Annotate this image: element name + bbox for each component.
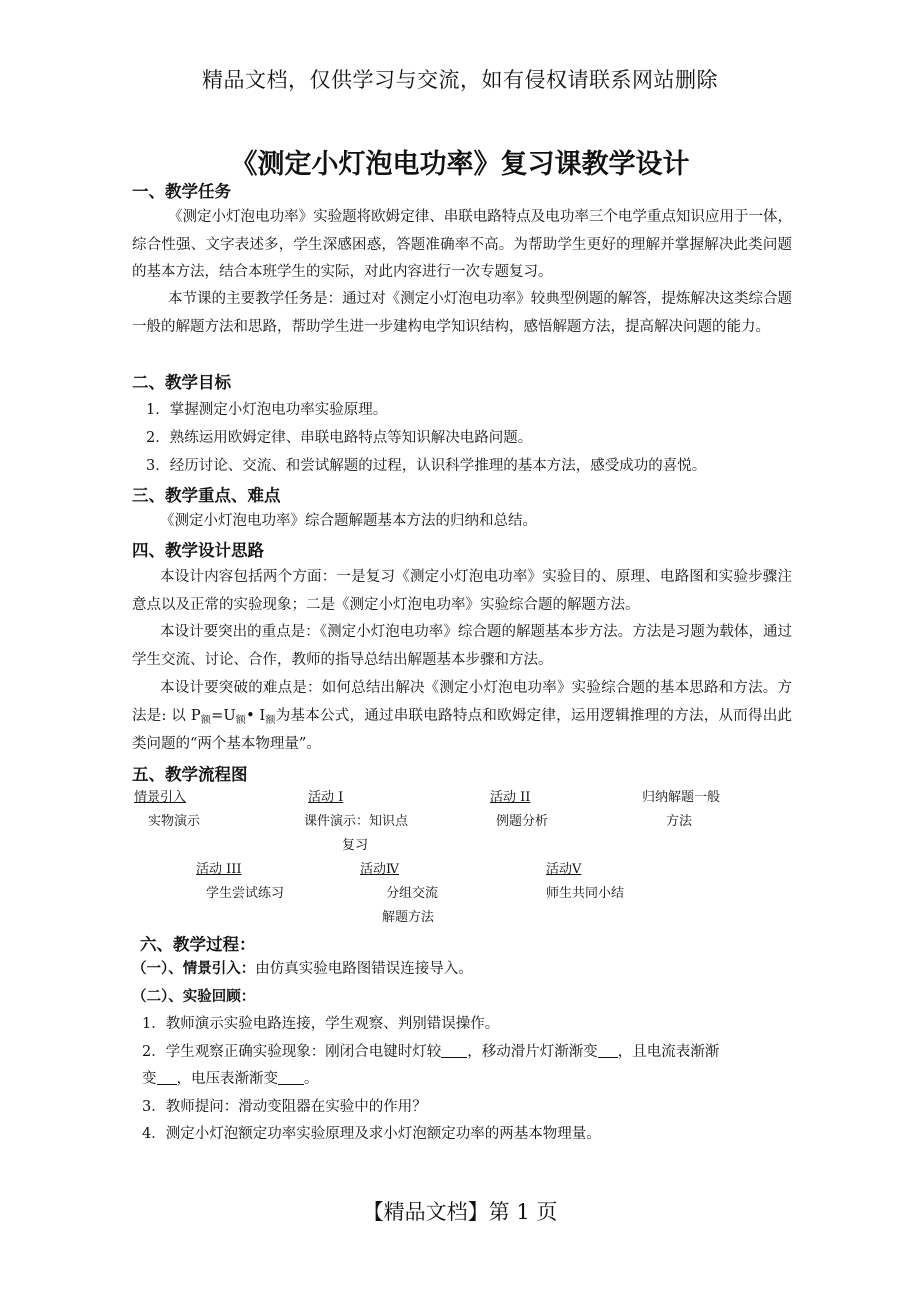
process-review-label: （二）、实验回顾： bbox=[132, 988, 256, 1005]
section-heading-goals: 二、教学目标 bbox=[132, 373, 231, 392]
page-title: 《测定小灯泡电功率》复习课教学设计 bbox=[230, 149, 690, 180]
goal-item-2: 2．熟练运用欧姆定律、串联电路特点等知识解决电路问题。 bbox=[146, 430, 533, 446]
flow-node-activity-5-desc: 师生共同小结 bbox=[546, 886, 625, 901]
review-item-1: 1．教师演示实验电路连接，学生观察、判别错误操作。 bbox=[142, 1016, 500, 1032]
design-paragraph-3: 本设计要突破的难点是：如何总结出解决《测定小灯泡电功率》实验综合题的基本思路和方法。方法是: 以 $P_额=U_额•$ $I_额$为基本公式，通过串联电路特点和欧姆定律，运用逻辑推理的方法，从而得出此类问题的“两个基本物理量”。 bbox=[132, 680, 792, 752]
key-points-text: 《测定小灯泡电功率》综合题解题基本方法的归纳和总结。 bbox=[160, 513, 537, 529]
flow-node-activity-1-desc: 课件演示：知识点 bbox=[304, 814, 409, 829]
review-item-3: 3．教师提问：滑动变阻器在实验中的作用？ bbox=[142, 1099, 427, 1115]
flow-node-activity-2-desc: 例题分析 bbox=[496, 814, 549, 829]
flow-node-intro-desc: 实物演示 bbox=[148, 814, 201, 829]
task-paragraph-2: 本节课的主要教学任务是：通过对《测定小灯泡电功率》较典型例题的解答，提炼解决这类综合题一般的解题方法和思路，帮助学生进一步建构电学知识结构，感悟解题方法，提高解决问题的能力。 bbox=[132, 291, 792, 335]
review-item-4: 4．测定小灯泡额定功率实验原理及求小灯泡额定功率的两基本物理量。 bbox=[142, 1126, 601, 1142]
flow-node-summary-desc: 方法 bbox=[666, 814, 693, 829]
flow-node-activity-4-desc: 分组交流 bbox=[386, 886, 439, 901]
flow-node-activity-3-desc: 学生尝试练习 bbox=[206, 886, 285, 901]
section-heading-key-points: 三、教学重点、难点 bbox=[132, 486, 281, 505]
section-heading-design: 四、教学设计思路 bbox=[132, 541, 264, 560]
design-paragraph-2: 本设计要突出的重点是：《测定小灯泡电功率》综合题的解题基本步方法。方法是习题为载体，通过学生交流、讨论、合作，教师的指导总结出解题基本步骤和方法。 bbox=[132, 624, 792, 668]
section-heading-process: 六、教学过程： bbox=[140, 935, 256, 954]
goal-item-3: 3．经历讨论、交流、和尝试解题的过程，认识科学推理的基本方法，感受成功的喜悦。 bbox=[146, 458, 707, 474]
flow-node-activity-2-title: 活动 II bbox=[490, 790, 531, 805]
watermark-header: 精品文档，仅供学习与交流，如有侵权请联系网站删除 bbox=[202, 68, 718, 92]
goal-item-1: 1．掌握测定小灯泡电功率实验原理。 bbox=[146, 402, 388, 418]
flow-node-activity-1-desc-2: 复习 bbox=[342, 838, 369, 853]
section-heading-flowchart: 五、教学流程图 bbox=[132, 765, 248, 784]
review-item-2: 2．学生观察正确实验现象：刚闭合电键时灯较 ，移动滑片灯渐渐变 ，且电流表渐渐 bbox=[142, 1044, 720, 1060]
section-heading-task: 一、教学任务 bbox=[132, 182, 231, 201]
process-intro-line: （一）、情景引入：由仿真实验电路图错误连接导入。 bbox=[132, 960, 473, 977]
flow-node-activity-1-title: 活动 I bbox=[308, 790, 344, 805]
flow-node-intro-title: 情景引入 bbox=[134, 790, 187, 805]
flow-node-activity-4-title: 活动Ⅳ bbox=[360, 862, 399, 877]
flow-node-activity-3-title: 活动 III bbox=[196, 862, 242, 877]
review-item-2-cont: 变 ，电压表渐渐变 。 bbox=[142, 1071, 319, 1087]
flow-node-activity-4-desc-2: 解题方法 bbox=[382, 910, 435, 925]
flow-node-activity-5-title: 活动Ⅴ bbox=[546, 862, 582, 877]
task-paragraph-1: 《测定小灯泡电功率》实验题将欧姆定律、串联电路特点及电功率三个电学重点知识应用于一体，综合性强、文字表述多，学生深感困惑，答题准确率不高。为帮助学生更好的理解并掌握解决此类问题的基本方法，结合本班学生的实际，对此内容进行一次专题复习。 bbox=[132, 209, 792, 280]
flow-node-summary-title: 归纳解题一般 bbox=[642, 790, 721, 805]
page-footer: 【精品文档】第 1 页 bbox=[362, 1200, 558, 1224]
design-paragraph-1: 本设计内容包括两个方面：一是复习《测定小灯泡电功率》实验目的、原理、电路图和实验步骤注意点以及正常的实验现象；二是《测定小灯泡电功率》实验综合题的解题方法。 bbox=[132, 569, 792, 613]
